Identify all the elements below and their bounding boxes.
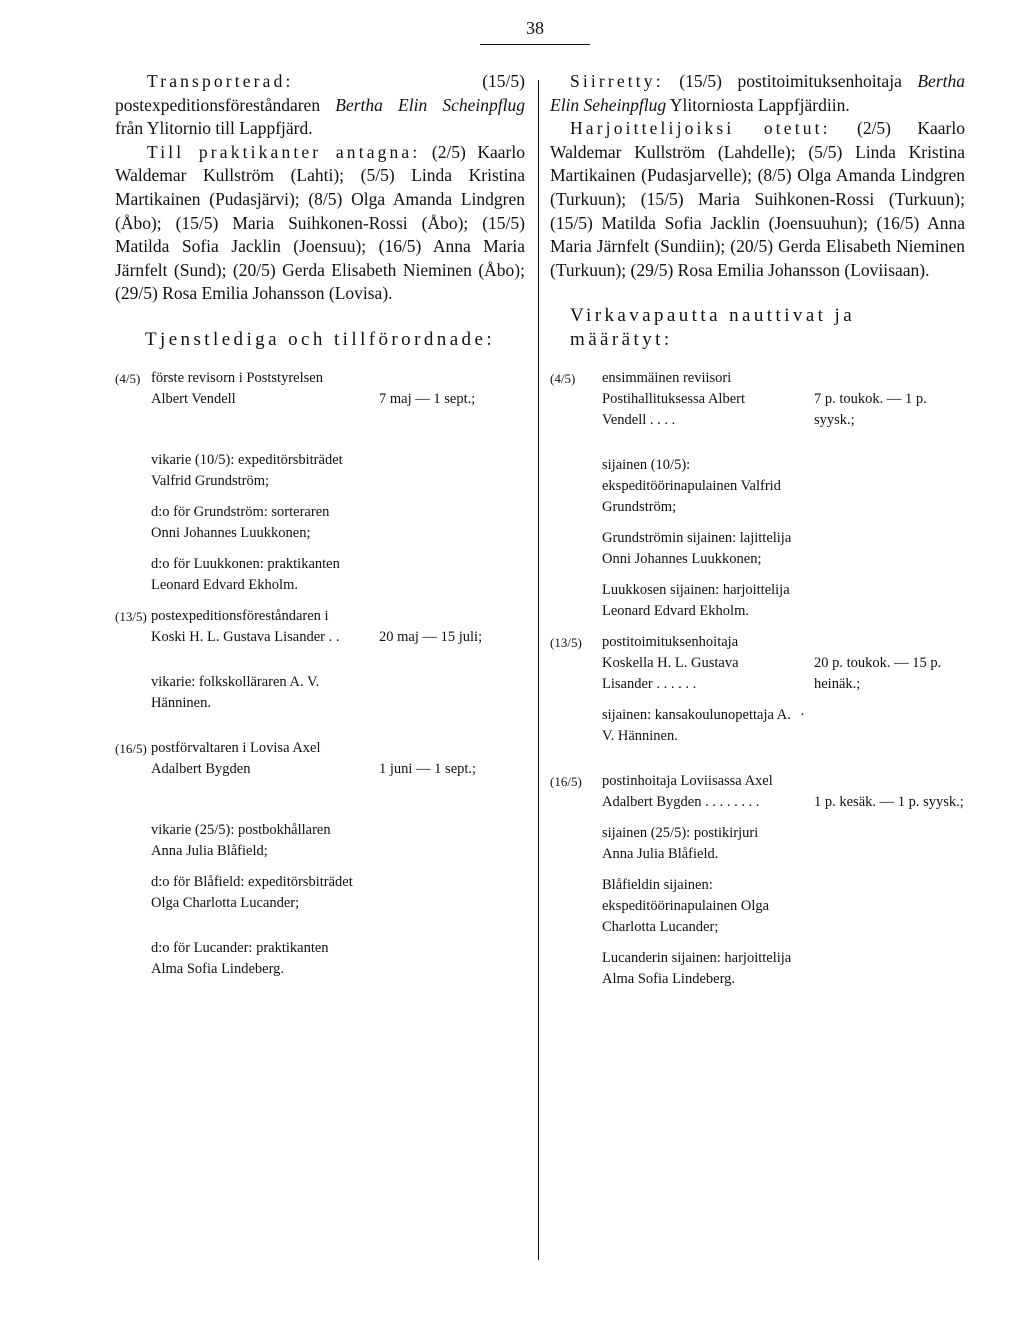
entry-row: Lucanderin sijainen: harjoittelija Alma Sofia Lindeberg. bbox=[602, 949, 792, 987]
entry-row: (4/5) ensimmäinen reviisori Postihallituksessa Albert Vendell . . . . 7 p. toukok. — 1 p. syysk.; bbox=[550, 369, 927, 428]
praktikanter-lead: Till praktikanter antagna: bbox=[147, 141, 421, 162]
entry-row: d:o för Blåfield: expeditörsbiträdet Olga Charlotta Lucander; bbox=[151, 873, 353, 911]
entry-row: vikarie: folkskolläraren A. V. Hänninen. bbox=[151, 673, 320, 711]
entry-row: Blåfieldin sijainen: ekspeditöörinapulainen Olga Charlotta Lucander; bbox=[602, 876, 770, 935]
entry-row: (16/5) postinhoitaja Loviisassa Axel Adalbert Bygden . . . . . . . . 1 p. kesäk. — 1 p. syysk.; bbox=[550, 772, 964, 810]
entry-row: (4/5) förste revisorn i Poststyrelsen Albert Vendell 7 maj — 1 sept.; bbox=[115, 369, 476, 407]
swedish-column bbox=[115, 70, 525, 980]
section-heading: Tjenstlediga och tillförordnade: bbox=[144, 328, 496, 350]
entry-row: d:o för Grundström: sorteraren Onni Johannes Luukkonen; bbox=[151, 503, 330, 541]
leave-entries bbox=[115, 368, 525, 980]
leave-entries bbox=[550, 368, 965, 990]
transport-paragraph: Transporterad: (15/5) postexpeditionsföreståndaren Bertha Elin Scheinpflug från Ylitornio till Lappfjärd. bbox=[115, 71, 525, 139]
finnish-column bbox=[550, 70, 965, 990]
entry-row: (13/5) postitoimituksenhoitaja Koskella H. L. Gustava Lisander . . . . . . 20 p. toukok. — 15 p. heinäk.; bbox=[550, 633, 942, 692]
transport-paragraph: Siirretty: (15/5) postitoimituksenhoitaja Bertha Elin Seheinpflug Ylitorniosta Lappfjärdiin. bbox=[550, 71, 965, 115]
transport-lead: Transporterad: bbox=[147, 71, 294, 91]
praktikanter-lead: Harjoittelijoiksi otetut: bbox=[570, 118, 831, 139]
page-number: 38 bbox=[526, 18, 544, 38]
entry-row: (16/5) postförvaltaren i Lovisa Axel Adalbert Bygden 1 juni — 1 sept.; bbox=[115, 739, 477, 777]
entry-row: Luukkosen sijainen: harjoittelija Leonard Edvard Ekholm. bbox=[602, 581, 790, 619]
entry-row: Grundströmin sijainen: lajittelija Onni Johannes Luukkonen; bbox=[602, 529, 792, 567]
praktikanter-paragraph: Till praktikanter antagna: (2/5) Kaarlo Waldemar Kullström (Lahti); (5/5) Linda Kristina Martikainen (Pudasjärvi); (8/5) Olga Amanda Lindgren (Åbo); (15/5) Maria Suihkonen-Rossi (Åbo); (15/5) Matilda Sofia Jacklin (Joensuu); (16/5) Anna Maria Järnfelt (Sund); (20/5) Gerda Elisabeth Nieminen (Åbo); (29/5) Rosa Emilia Johansson (Lovisa). bbox=[115, 141, 525, 304]
praktikanter-paragraph: Harjoittelijoiksi otetut: (2/5) Kaarlo Waldemar Kullström (Lahdelle); (5/5) Linda Kristina Martikainen (Pudasjarvelle); (8/5) Olga Amanda Lindgren (Turkuun); (15/5) Maria Suihkonen-Rossi (Turkuun); (15/5) Matilda Sofia Jacklin (Joensuuhun); (16/5) Anna Maria Järnfelt (Sundiin); (20/5) Gerda Elisabeth Nieminen (Turkuun); (29/5) Rosa Emilia Johansson (Loviisaan). bbox=[550, 118, 965, 280]
column-divider bbox=[538, 80, 539, 1260]
entry-row: vikarie (25/5): postbokhållaren Anna Julia Blåfield; bbox=[151, 821, 331, 859]
entry-row: vikarie (10/5): expeditörsbiträdet Valfrid Grundström; bbox=[151, 451, 343, 489]
transport-lead: Siirretty: bbox=[570, 71, 664, 91]
page-number-rule bbox=[480, 44, 590, 45]
entry-row: (13/5) postexpeditionsföreståndaren i Koski H. L. Gustava Lisander . . 20 maj — 15 juli; bbox=[115, 607, 483, 645]
section-heading: Virkavapautta nauttivat ja määrätyt: bbox=[570, 305, 856, 350]
entry-row: sijainen (10/5): ekspeditöörinapulainen Valfrid Grundström; bbox=[602, 456, 781, 515]
entry-row: d:o för Luukkonen: praktikanten Leonard Edvard Ekholm. bbox=[151, 555, 340, 593]
entry-row: d:o för Lucander: praktikanten Alma Sofia Lindeberg. bbox=[151, 939, 329, 977]
entry-row: sijainen (25/5): postikirjuri Anna Julia Blåfield. bbox=[602, 824, 759, 862]
entry-row: sijainen: kansakoulunopettaja A. V. Hänninen. · bbox=[602, 706, 805, 744]
